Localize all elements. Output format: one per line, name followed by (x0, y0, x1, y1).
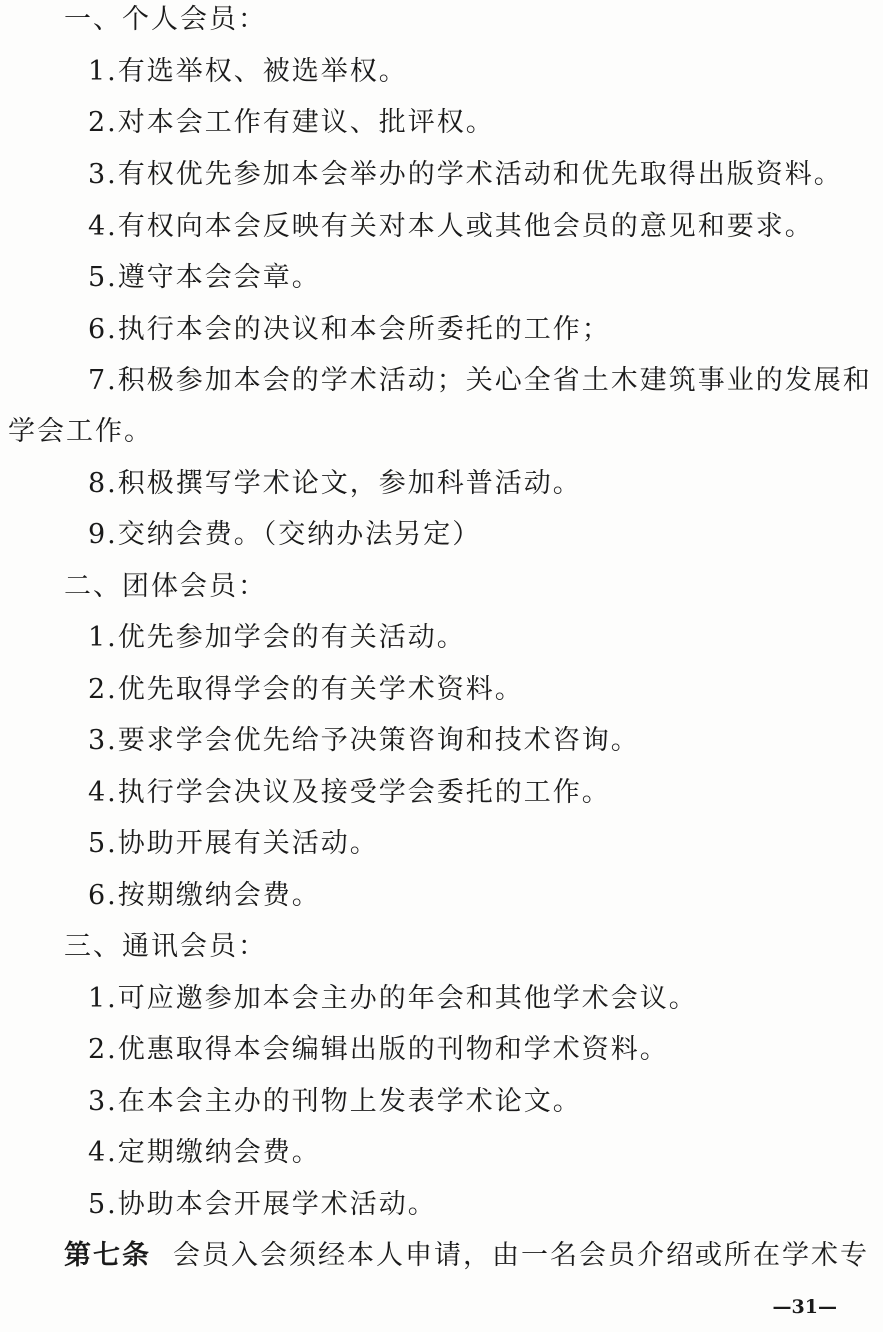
list-item: 3.有权优先参加本会举办的学术活动和优先取得出版资料。 (88, 159, 843, 190)
list-item: 2.对本会工作有建议、批评权。 (88, 107, 495, 138)
section-heading-individual: 一、个人会员： (64, 4, 267, 35)
list-item: 4.执行学会决议及接受学会委托的工作。 (88, 777, 611, 808)
article-paragraph (64, 1238, 869, 1274)
list-item: 2.优先取得学会的有关学术资料。 (88, 674, 524, 705)
list-item: 5.遵守本会会章。 (88, 262, 321, 293)
list-item: 1.可应邀参加本会主办的年会和其他学术会议。 (88, 983, 698, 1014)
list-item: 4.有权向本会反映有关对本人或其他会员的意见和要求。 (88, 211, 814, 242)
list-item: 4.定期缴纳会费。 (88, 1137, 321, 1168)
list-item: 1.有选举权、被选举权。 (88, 56, 408, 87)
page-number: —31— (772, 1296, 837, 1318)
list-item: 6.执行本会的决议和本会所委托的工作； (88, 314, 611, 345)
list-item: 1.优先参加学会的有关活动。 (88, 622, 466, 653)
list-item: 9.交纳会费。（交纳办法另定） (88, 519, 482, 550)
list-item-continuation: 学会工作。 (8, 416, 153, 447)
section-heading-group: 二、团体会员： (64, 571, 267, 602)
list-item: 7.积极参加本会的学术活动；关心全省土木建筑事业的发展和 (88, 365, 872, 396)
list-item: 8.积极撰写学术论文，参加科普活动。 (88, 468, 582, 499)
list-item: 5.协助开展有关活动。 (88, 828, 379, 859)
list-item: 6.按期缴纳会费。 (88, 880, 321, 911)
article-label: 第七条 (64, 1240, 151, 1271)
list-item: 3.要求学会优先给予决策咨询和技术咨询。 (88, 725, 640, 756)
article-text: 会员入会须经本人申请，由一名会员介绍或所在学术专 (173, 1240, 869, 1271)
list-item: 5.协助本会开展学术活动。 (88, 1189, 437, 1220)
section-heading-correspondent: 三、通讯会员： (64, 931, 267, 962)
list-item: 2.优惠取得本会编辑出版的刊物和学术资料。 (88, 1034, 669, 1065)
list-item: 3.在本会主办的刊物上发表学术论文。 (88, 1086, 582, 1117)
